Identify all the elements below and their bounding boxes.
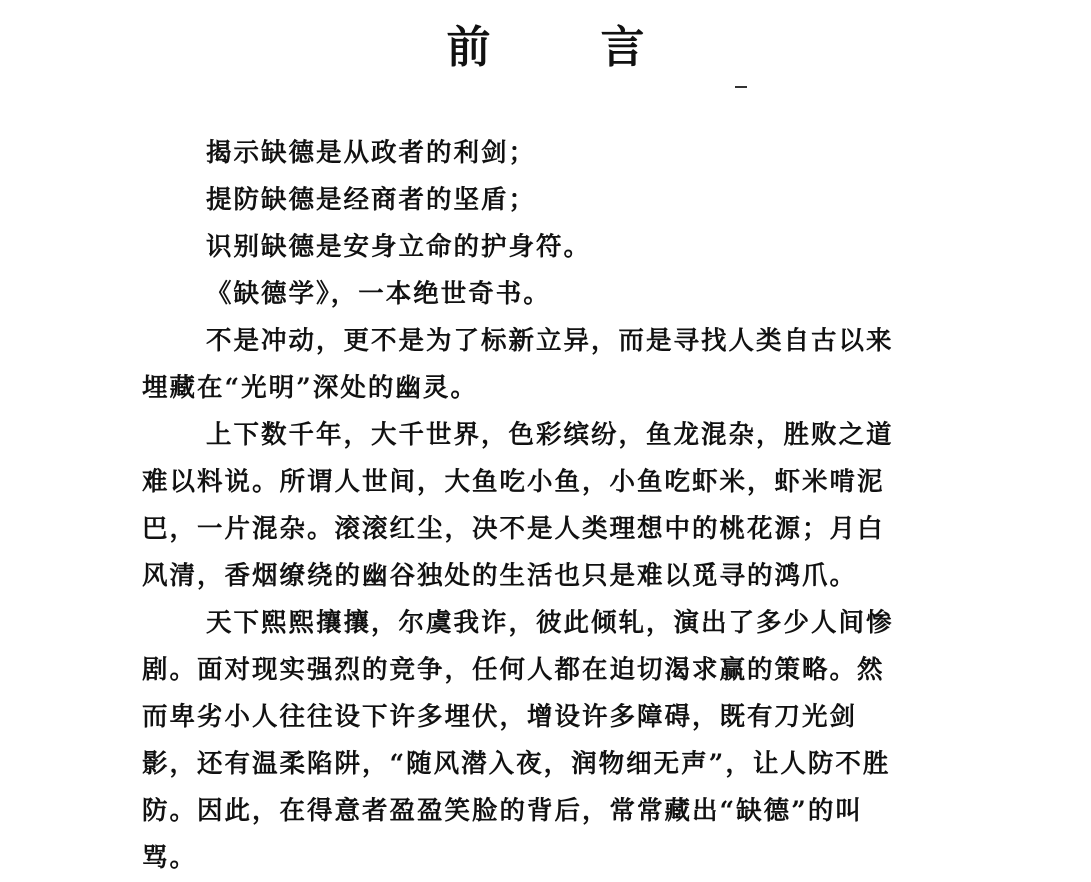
text-line: 埋藏在“光明”深处的幽灵。 [142, 373, 478, 403]
text-line: 难以料说。所谓人世间，大鱼吃小鱼，小鱼吃虾米，虾米啃泥 [142, 467, 885, 497]
text-line: 《缺德学》，一本绝世奇书。 [206, 279, 551, 309]
text-line: 提防缺德是经商者的坚盾； [206, 185, 537, 215]
text-line: 巴，一片混杂。滚滚红尘，决不是人类理想中的桃花源；月白 [142, 514, 885, 544]
page-title [0, 18, 1091, 78]
scan-speck [735, 86, 747, 88]
body-text [142, 130, 1022, 882]
text-line: 骂。 [142, 843, 198, 873]
page-title-char-1: 前 [446, 22, 491, 73]
text-line: 防。因此，在得意者盈盈笑脸的背后，常常藏出“缺德”的叫 [142, 796, 863, 826]
text-line: 上下数千年，大千世界，色彩缤纷，鱼龙混杂，胜败之道 [206, 420, 894, 450]
text-line: 影，还有温柔陷阱，“随风潜入夜，润物细无声”，让人防不胜 [142, 749, 891, 779]
text-line: 而卑劣小人往往设下许多埋伏，增设许多障碍，既有刀光剑 [142, 702, 858, 732]
text-line: 不是冲动，更不是为了标新立异，而是寻找人类自古以来 [206, 326, 894, 356]
page-title-char-2: 言 [600, 22, 645, 73]
text-line: 风清，香烟缭绕的幽谷独处的生活也只是难以觅寻的鸿爪。 [142, 561, 858, 591]
text-line: 天下熙熙攘攘，尔虞我诈，彼此倾轧，演出了多少人间惨 [206, 608, 894, 638]
text-line: 识别缺德是安身立命的护身符。 [206, 232, 592, 262]
text-line: 剧。面对现实强烈的竞争，任何人都在迫切渴求赢的策略。然 [142, 655, 885, 685]
text-line: 揭示缺德是从政者的利剑； [206, 138, 537, 168]
